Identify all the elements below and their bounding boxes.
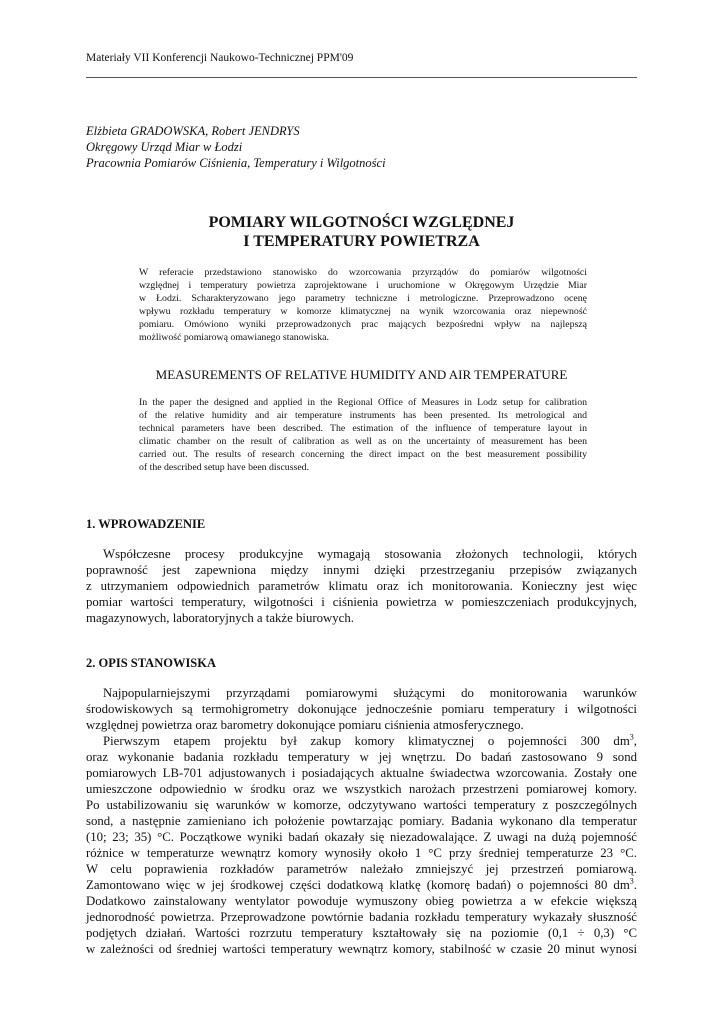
body-line: (10; 23; 35) °C. Początkowe wyniki badań okazały się niezadowalające. Z uwagi na dużą pojemność (86, 830, 637, 844)
body-line: z utrzymaniem odpowiednich parametrów klimatu oraz ich monitorowania. Konieczny jest więc (86, 579, 637, 593)
superscript: 3 (629, 876, 634, 886)
abstract-line: In the paper the designed and applied in the Regional Office of Measures in Lodz setup for calibration (139, 397, 587, 408)
author-affiliation: Okręgowy Urząd Miar w Łodzi (86, 140, 243, 154)
section-heading-introduction: 1. WPROWADZENIE (86, 517, 206, 531)
body-line: w zależności od średniej wartości temperatury wewnątrz komory, stabilność w czasie 20 minut wynosi (86, 942, 637, 956)
section2-paragraph2 (86, 733, 637, 957)
body-line: Współczesne procesy produkcyjne wymagają stosowania złożonych technologii, których (103, 547, 637, 561)
paper-title-line1: POMIARY WILGOTNOŚCI WZGLĘDNEJ (208, 214, 515, 231)
body-line: różnice w temperaturze wewnątrz komory wynosiły około 1 °C przy średniej temperaturze 23 °C. (86, 846, 637, 860)
superscript: 3 (629, 732, 634, 742)
abstract-line: wpływu rozkładu temperatury w komorze klimatycznej na wynik wzorcowania oraz niepewność (139, 306, 587, 317)
body-line: W celu poprawienia rozkładów parametrów należało zmniejszyć jej przestrzeń pomiarową. (86, 862, 637, 876)
abstract-line: climatic chamber on the result of calibration as well as on the uncertainty of measurement has been (139, 436, 587, 447)
body-line: magazynowych, laboratoryjnych a także biurowych. (86, 611, 354, 625)
abstract-polish (139, 266, 587, 344)
body-line: pomiar wartości temperatury, wilgotności i ciśnienia powietrza w pomieszczeniach produkcyjnych, (86, 595, 637, 609)
body-line: poprawność jest zapewniona między innymi dzięki przestrzeganiu przepisów związanych (86, 563, 637, 577)
abstract-english (139, 396, 587, 474)
abstract-line: pomiaru. Omówiono wyniki przeprowadzonych prac mających bezpośredni wpływ na najlepszą (139, 319, 587, 330)
english-title: MEASUREMENTS OF RELATIVE HUMIDITY AND AIR TEMPERATURE (155, 367, 568, 382)
abstract-line: of the described setup have been discussed. (139, 462, 310, 473)
section-heading-setup: 2. OPIS STANOWISKA (86, 656, 217, 670)
body-line: umieszczone odpowiednio w środku oraz we wszystkich narożach przestrzeni pomiarowej komory. (86, 782, 637, 796)
section1-paragraph (86, 546, 637, 626)
body-line: Po ustabilizowaniu się warunków w komorze, odczytywano wartości temperatury z poszczególnych (86, 798, 637, 812)
abstract-line: możliwość pomiarową omawianego stanowiska. (139, 332, 329, 343)
body-line: oraz wykonanie badania rozkładu temperatury w jej wnętrzu. Do badań zastosowano 9 sond (86, 750, 637, 764)
body-line: względnej powietrza oraz barometry dokonujące pomiaru ciśnienia atmosferycznego. (86, 718, 524, 732)
author-block (86, 123, 386, 171)
author-names: Elżbieta GRADOWSKA, Robert JENDRYS (86, 124, 300, 138)
paper-title (86, 213, 637, 251)
paper-title-line2: I TEMPERATURY POWIETRZA (243, 233, 480, 250)
abstract-line: względnej i temperatury powietrza zaprojektowane i uruchomione w Okręgowym Urzędzie Miar (139, 280, 587, 291)
body-line-text: Zamontowano więc w jej środkowej części dodatkową klatkę (komorę badań) o pojemności 80 dm (86, 878, 630, 892)
abstract-line: of the relative humidity and air temperature instruments has been presented. Its metrological and (139, 410, 587, 421)
header-rule (86, 77, 637, 78)
body-line: Pierwszym etapem projektu był zakup komory klimatycznej o pojemności 300 $dm^3$, (103, 732, 637, 748)
body-line: pomiarowych LB-701 adjustowanych i posiadających aktualne świadectwa wzorcowania. Zostały one (86, 766, 637, 780)
abstract-line: w Łodzi. Scharakteryzowano jego parametry techniczne i metrologiczne. Przeprowadzono ocenę (139, 293, 587, 304)
author-department: Pracownia Pomiarów Ciśnienia, Temperatury i Wilgotności (86, 156, 386, 170)
body-line: Zamontowano więc w jej środkowej części dodatkową klatkę (komorę badań) o pojemności 80 $dm^3$. (86, 876, 637, 892)
abstract-line: W referacie przedstawiono stanowisko do wzorcowania przyrządów do pomiarów wilgotności (139, 267, 587, 278)
section2-paragraph1 (86, 685, 637, 733)
body-line: Dodatkowo zainstalowany wentylator powoduje wymuszony obieg powietrza a w efekcie większą (86, 894, 637, 908)
abstract-line: technical parameters have been described. The estimation of the influence of temperature layout in (139, 423, 587, 434)
body-line: podjętych działań. Wartości rozrzutu temperatury kształtowały się na poziomie (0,1 ÷ 0,3) °C (86, 926, 637, 940)
running-header: Materiały VII Konferencji Naukowo-Technicznej PPM'09 (86, 52, 354, 64)
body-line: Najpopularniejszymi przyrządami pomiarowymi służącymi do monitorowania warunków (103, 686, 637, 700)
body-line: środowiskowych są termohigrometry dokonujące jednocześnie pomiaru temperatury i wilgotności (86, 702, 637, 716)
body-line-text: Pierwszym etapem projektu był zakup komory klimatycznej o pojemności 300 dm (103, 734, 630, 748)
abstract-line: carried out. The results of research concerning the direct impact on the best measurement possibility (139, 449, 587, 460)
body-line: sond, a następnie zamieniano ich położenie powtarzając pomiary. Badania wykonano dla temperatur (86, 814, 637, 828)
body-line: jednorodność powietrza. Przeprowadzone powtórnie badania rozkładu temperatury wykazały słuszność (86, 910, 637, 924)
